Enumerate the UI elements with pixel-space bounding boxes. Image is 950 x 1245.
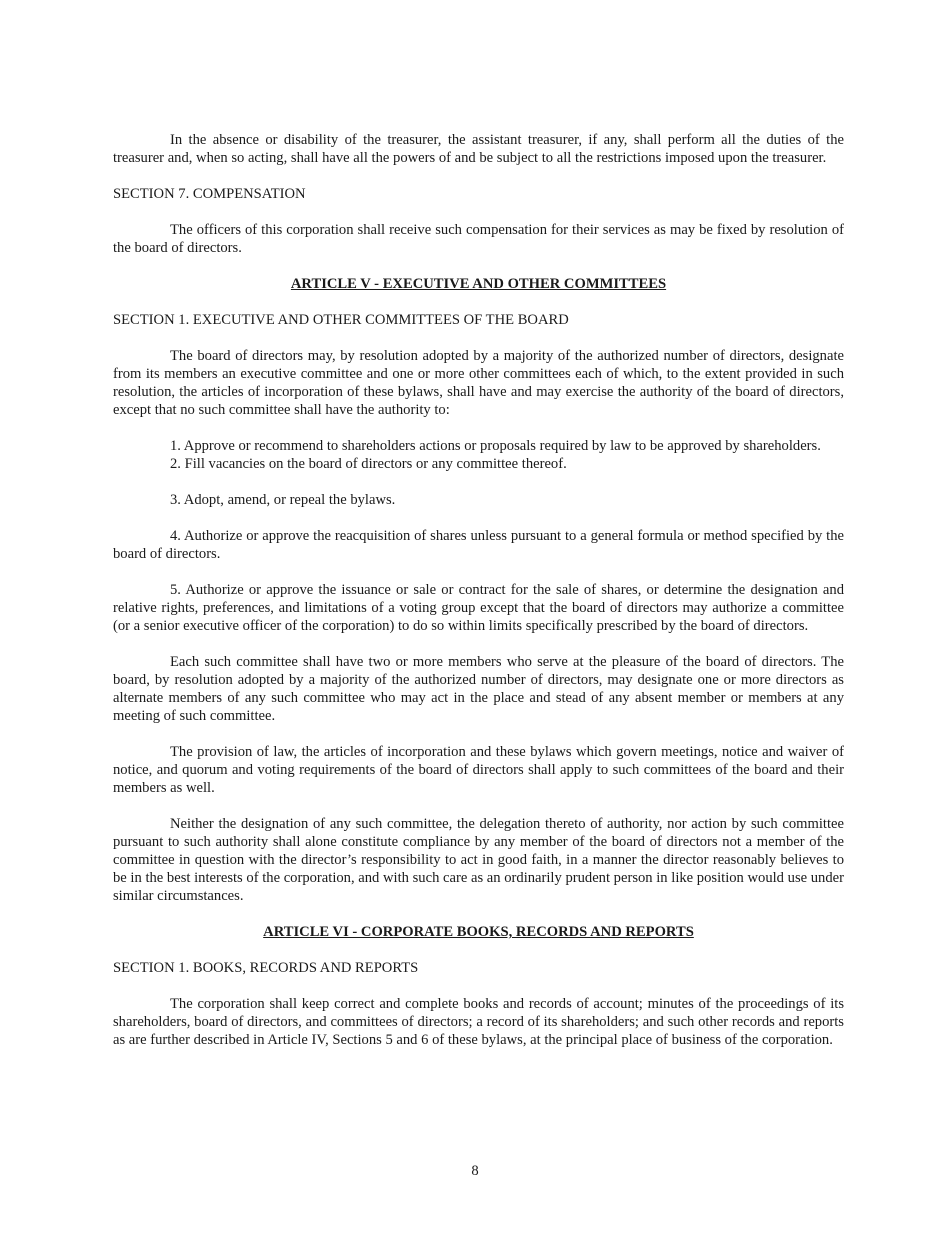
list-item-approve-actions: 1. Approve or recommend to shareholders actions or proposals required by law to be approved by shareholders. <box>170 438 821 454</box>
section-heading-committees: SECTION 1. EXECUTIVE AND OTHER COMMITTEES OF THE BOARD <box>113 312 569 328</box>
paragraph-treasurer-absence: In the absence or disability of the treasurer, the assistant treasurer, if any, shall perform all the duties of the treasurer and, when so acting, shall have all the powers of and be subject to all the restrictions imposed upon the treasurer. <box>113 132 844 166</box>
article-heading-books-records: ARTICLE VI - CORPORATE BOOKS, RECORDS AND REPORTS <box>263 924 694 940</box>
list-item-bylaws: 3. Adopt, amend, or repeal the bylaws. <box>170 492 396 508</box>
paragraph-books-records: The corporation shall keep correct and complete books and records of account; minutes of the proceedings of its shareholders, board of directors, and committees of directors; a record of its shareholders; and such other records and reports as are further described in Article IV, Sections 5 and 6 of these bylaws, at the principal place of business of the corporation. <box>113 996 844 1048</box>
paragraph-committee-designation: The board of directors may, by resolution adopted by a majority of the authorized number of directors, designate from its members an executive committee and one or more other committees each of which, to the extent provided in such resolution, the articles of incorporation of these bylaws, shall have and may exercise the authority of the board of directors, except that no such committee shall have the authority to: <box>113 348 844 418</box>
paragraph-compliance: Neither the designation of any such committee, the delegation thereto of authority, nor action by such committee pursuant to such authority shall alone constitute compliance by any member of the board of directors not a member of the committee in question with the director’s responsibility to act in good faith, in a manner the director reasonably believes to be in the best interests of the corporation, and with such care as an ordinarily prudent person in like position would use under similar circumstances. <box>113 816 844 904</box>
section-heading-books-records: SECTION 1. BOOKS, RECORDS AND REPORTS <box>113 960 419 976</box>
section-heading-compensation: SECTION 7. COMPENSATION <box>113 186 306 202</box>
paragraph-provision-of-law: The provision of law, the articles of incorporation and these bylaws which govern meetings, notice and waiver of notice, and quorum and voting requirements of the board of directors shall apply to such committees of the board and their members as well. <box>113 744 844 796</box>
paragraph-committee-members: Each such committee shall have two or more members who serve at the pleasure of the board of directors. The board, by resolution adopted by a majority of the authorized number of directors, may designate one or more directors as alternate members of any such committee who may act in the place and stead of any absent member or members at any meeting of such committee. <box>113 654 844 724</box>
page-number: 8 <box>471 1163 479 1179</box>
article-heading-committees: ARTICLE V - EXECUTIVE AND OTHER COMMITTEES <box>290 276 667 292</box>
list-item-fill-vacancies: 2. Fill vacancies on the board of directors or any committee thereof. <box>170 456 567 472</box>
paragraph-compensation: The officers of this corporation shall receive such compensation for their services as may be fixed by resolution of the board of directors. <box>113 222 844 256</box>
list-item-issuance: 5. Authorize or approve the issuance or sale or contract for the sale of shares, or determine the designation and relative rights, preferences, and limitations of a voting group except that the board of directors may authorize a committee (or a senior executive officer of the corporation) to do so within limits specifically prescribed by the board of directors. <box>113 582 844 634</box>
document-page <box>113 131 844 1049</box>
list-item-reacquisition: 4. Authorize or approve the reacquisition of shares unless pursuant to a general formula or method specified by the board of directors. <box>113 528 844 562</box>
